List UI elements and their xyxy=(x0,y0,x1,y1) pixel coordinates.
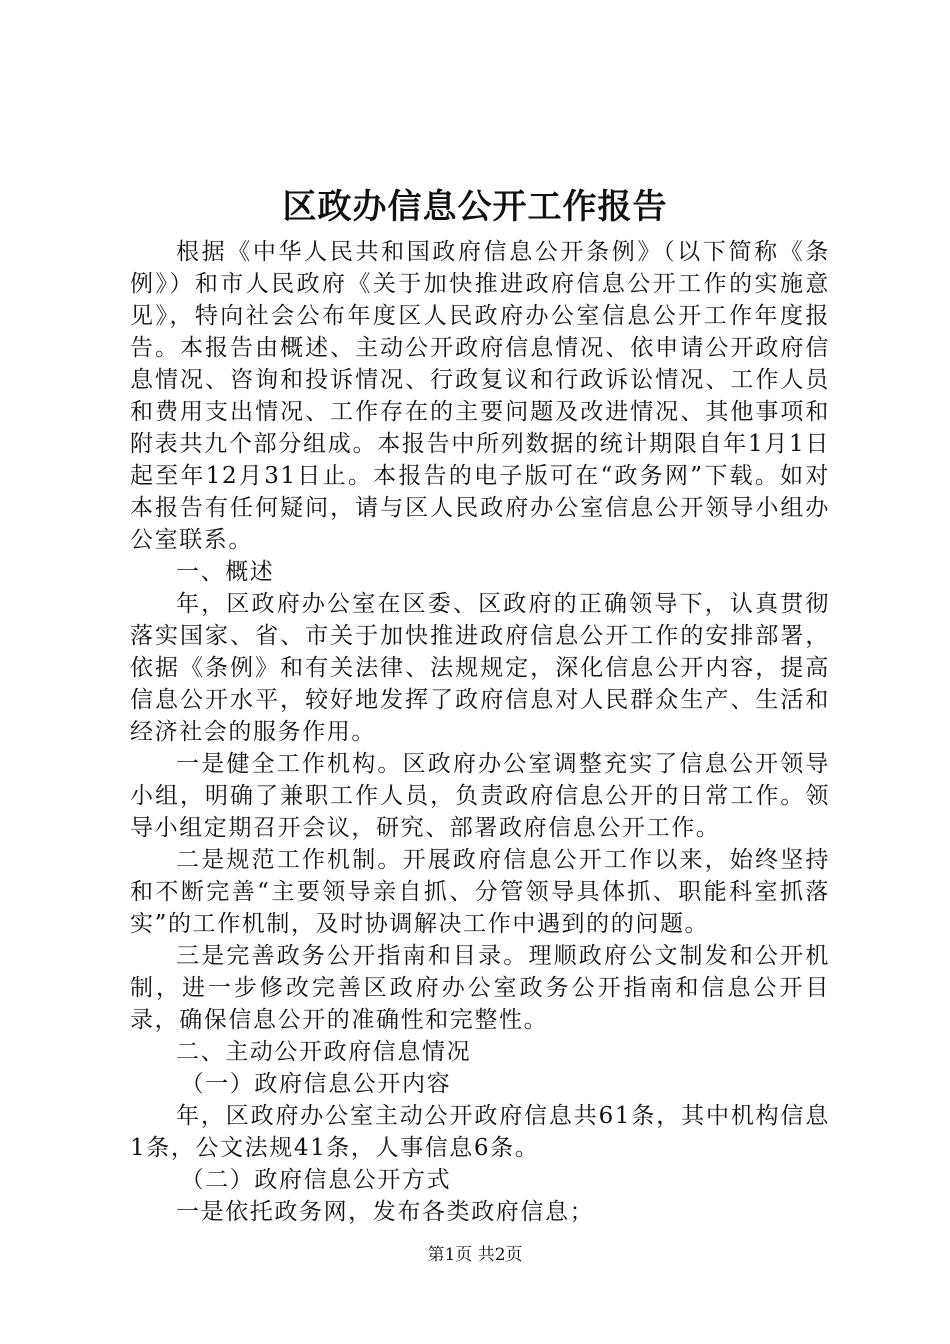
paragraph-point-one: 一是健全工作机构。区政府办公室调整充实了信息公开领导小组，明确了兼职工作人员，负责政府信息公开的日常工作。领导小组定期召开会议，研究、部署政府信息公开工作。 xyxy=(130,751,830,841)
paragraph-overview: 年，区政府办公室在区委、区政府的正确领导下，认真贯彻落实国家、省、市关于加快推进政府信息公开工作的安排部署，依据《条例》和有关法律、法规规定，深化信息公开内容，提高信息公开水平，较好地发挥了政府信息对人民群众生产、生活和经济社会的服务作用。 xyxy=(130,591,830,745)
heading-active-disclosure: 二、主动公开政府信息情况 xyxy=(176,1039,472,1065)
paragraph-intro: 根据《中华人民共和国政府信息公开条例》（以下简称《条例》）和市人民政府《关于加快推进政府信息公开工作的实施意见》，特向社会公布年度区人民政府办公室信息公开工作年度报告。本报告由概述、主动公开政府信息情况、依申请公开政府信息情况、咨询和投诉情况、行政复议和行政诉讼情况、工作人员和费用支出情况、工作存在的主要问题及改进情况、其他事项和附表共九个部分组成。本报告中所列数据的统计期限自年1月1日起至年12月31日止。本报告的电子版可在“政务网”下载。如对本报告有任何疑问，请与区人民政府办公室信息公开领导小组办公室联系。 xyxy=(130,239,830,553)
document-body xyxy=(130,236,830,1228)
paragraph-disclosure-method: 一是依托政务网，发布各类政府信息； xyxy=(176,1199,595,1225)
subheading-disclosure-method: （二）政府信息公开方式 xyxy=(180,1167,452,1193)
document-title: 区政办信息公开工作报告 xyxy=(282,187,668,227)
subheading-disclosure-content: （一）政府信息公开内容 xyxy=(180,1071,452,1097)
page-number-footer: 第1页 共2页 xyxy=(427,1245,523,1265)
paragraph-point-two: 二是规范工作机制。开展政府信息公开工作以来，始终坚持和不断完善“主要领导亲自抓、分管领导具体抓、职能科室抓落实”的工作机制，及时协调解决工作中遇到的的问题。 xyxy=(130,847,830,937)
heading-overview: 一、概述 xyxy=(176,559,275,585)
paragraph-point-three: 三是完善政务公开指南和目录。理顺政府公文制发和公开机制，进一步修改完善区政府办公室政务公开指南和信息公开目录，确保信息公开的准确性和完整性。 xyxy=(130,943,830,1033)
paragraph-disclosure-content: 年，区政府办公室主动公开政府信息共61条，其中机构信息1条，公文法规41条，人事信息6条。 xyxy=(130,1103,830,1161)
